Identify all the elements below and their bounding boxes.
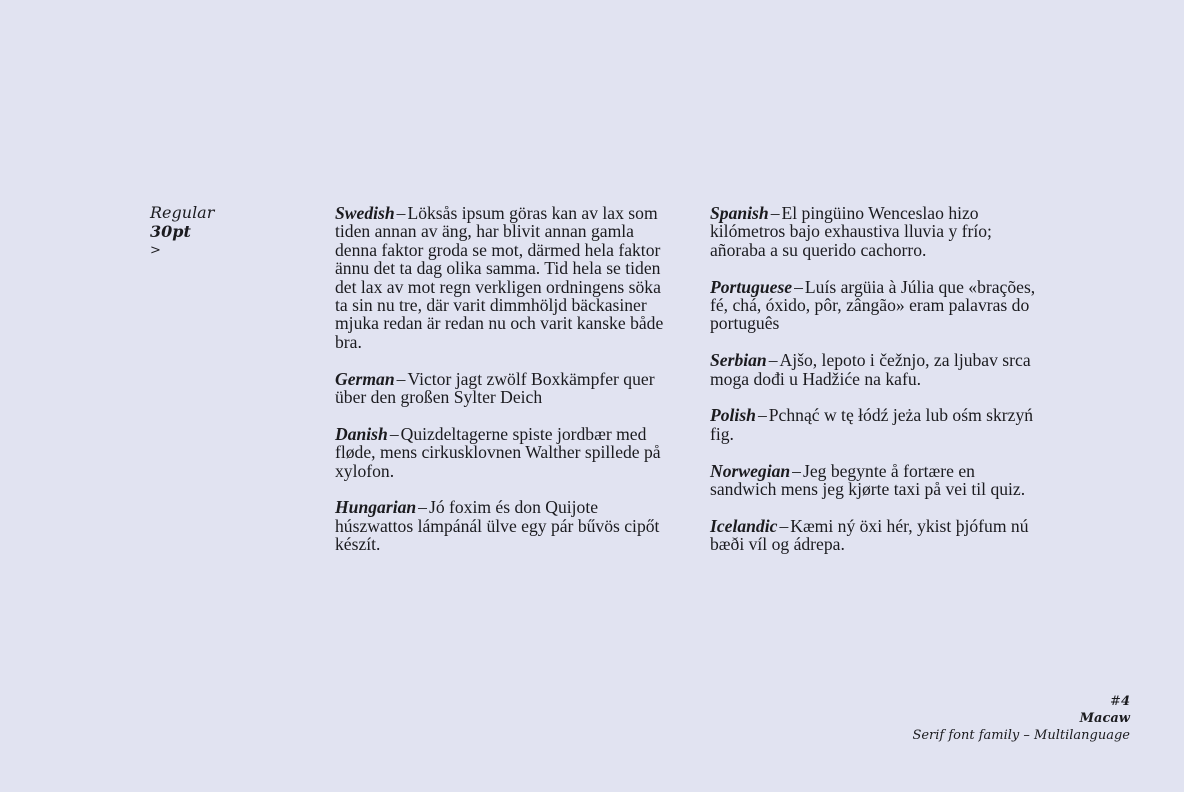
sample-german (335, 370, 670, 407)
sample-icelandic (710, 517, 1040, 554)
separator: – (389, 423, 399, 444)
separator: – (794, 276, 803, 297)
language-name: Spanish (710, 203, 769, 223)
sample-polish (710, 406, 1040, 443)
font-description: Serif font family – Multilanguage (912, 728, 1130, 743)
sample-text: El pingüino Wenceslao hizo kilómetros bajo exhaustiva lluvia y frío; añoraba a su querido cachorro. (710, 203, 992, 260)
sample-hungarian (335, 498, 670, 553)
separator: – (396, 203, 406, 223)
sample-serbian (710, 351, 1040, 388)
separator: – (396, 368, 406, 389)
sample-swedish (335, 204, 670, 351)
sample-danish (335, 425, 670, 480)
sample-column-left (335, 204, 670, 572)
sample-column-right (710, 204, 1040, 572)
separator: – (768, 350, 778, 371)
sample-spanish (710, 204, 1040, 259)
sample-text: Jeg begynte å fortære en sandwich mens jeg kjørte taxi på vei til quiz. (710, 460, 1026, 500)
sample-text: Victor jagt zwölf Boxkämpfer quer über den großen Sylter Deich (335, 368, 655, 408)
sample-text: Pchnąć w tę łódź jeża lub ośm skrzyń fig. (710, 405, 1034, 444)
separator: – (779, 515, 789, 536)
style-label (150, 203, 214, 260)
sample-text: Ajšo, lepoto i čežnjo, za ljubav srca moga dođi u Hadžiće na kafu. (710, 350, 1031, 389)
sample-norwegian (710, 462, 1040, 499)
language-name: Icelandic (710, 515, 778, 536)
separator: – (757, 405, 767, 426)
sample-text: Löksås ipsum göras kan av lax som tiden annan av äng, har blivit annan gamla denna faktor groda se mot, därmed hela faktor ännu det ta dag olika samma. Tid hela se tiden det lax av mot regn verkligen ordningens söka ta sin nu tre, där varit dimmhöljd bäckasiner mjuka redan är redan nu och varit kanske både bra. (335, 203, 664, 352)
page-number (912, 693, 1130, 710)
font-family-name: Macaw (1079, 711, 1130, 726)
sample-text: Luís argüia à Júlia que «brações, fé, chá, óxido, pôr, zângão» eram palavras do português (710, 276, 1036, 334)
language-name: Hungarian (335, 497, 417, 518)
separator: – (418, 497, 427, 518)
weight-label: Regular (150, 203, 215, 222)
sample-text: Quizdeltagerne spiste jordbær med fløde, mens cirkusklovnen Walther spillede på xylofon. (335, 423, 661, 481)
separator: – (770, 203, 780, 223)
hash-symbol: # (1110, 694, 1121, 709)
language-name: Swedish (335, 203, 395, 223)
arrow-indicator: > (150, 243, 161, 258)
language-name: Portuguese (710, 276, 793, 297)
language-name: Norwegian (710, 460, 791, 481)
size-label: 30pt (150, 222, 191, 241)
sample-text: Kæmi ný öxi hér, ykist þjófum nú bæði víl og ádrepa. (710, 515, 1029, 555)
language-name: German (335, 368, 395, 389)
page-number-value: 4 (1120, 694, 1130, 709)
language-name: Polish (710, 405, 756, 426)
sample-portuguese (710, 278, 1040, 333)
sample-text: Jó foxim és don Quijote húszwattos lámpánál ülve egy pár bűvös cipőt készít. (335, 497, 660, 555)
language-name: Danish (335, 423, 388, 444)
page-footer (912, 693, 1130, 744)
separator: – (792, 460, 801, 481)
language-name: Serbian (710, 350, 767, 371)
